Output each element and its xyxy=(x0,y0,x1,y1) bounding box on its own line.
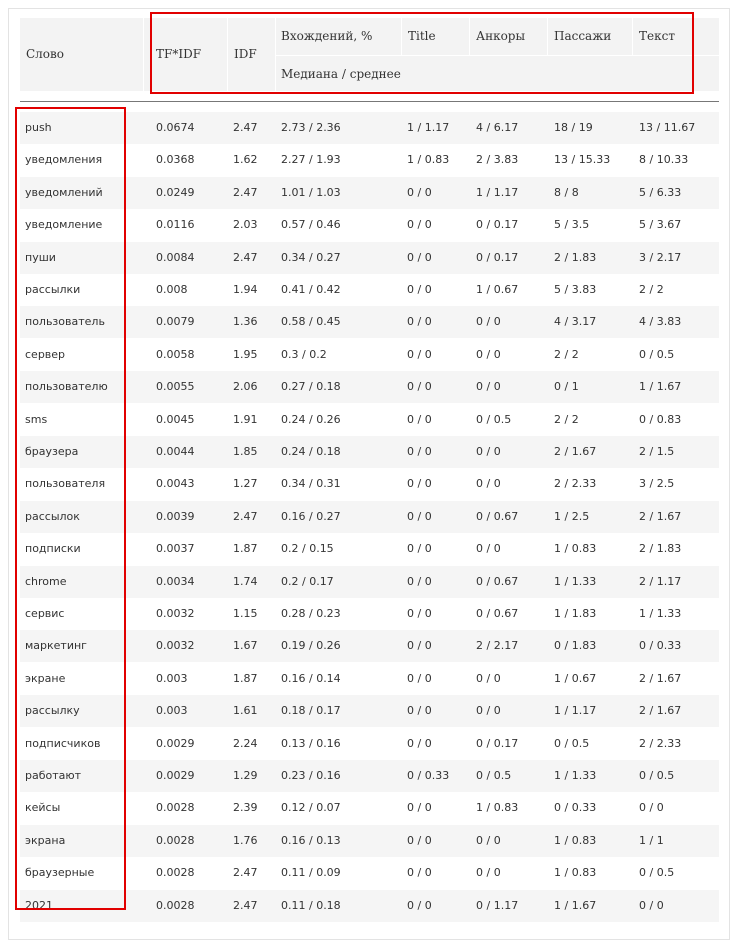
cell-passages: 13 / 15.33 xyxy=(554,153,611,167)
column-header-word[interactable] xyxy=(20,18,143,91)
cell-passages: 2 / 1.83 xyxy=(554,250,597,264)
cell-word: экрана xyxy=(25,833,66,847)
cell-anchors: 0 / 0 xyxy=(476,445,501,458)
cell-anchors: 4 / 6.17 xyxy=(476,121,519,134)
cell-tfidf: 0.0044 xyxy=(156,445,195,458)
cell-text: 2 / 1.67 xyxy=(639,509,682,523)
cell-word: рассылку xyxy=(25,704,80,718)
cell-tfidf: 0.0034 xyxy=(156,574,195,588)
cell-tfidf: 0.0039 xyxy=(156,509,195,523)
cell-passages: 1 / 1.33 xyxy=(554,574,597,588)
cell-word: push xyxy=(25,121,52,134)
cell-title: 0 / 0 xyxy=(407,704,432,718)
cell-tfidf: 0.0043 xyxy=(156,477,195,491)
cell-anchors: 0 / 0 xyxy=(476,380,501,394)
column-header-idf-label: IDF xyxy=(234,47,257,61)
cell-idf: 1.76 xyxy=(233,833,258,847)
cell-title: 0 / 0 xyxy=(407,250,432,264)
cell-anchors: 1 / 1.17 xyxy=(476,185,519,199)
cell-anchors: 0 / 0.67 xyxy=(476,607,519,620)
cell-title: 0 / 0 xyxy=(407,218,432,232)
cell-passages: 2 / 1.67 xyxy=(554,445,597,458)
cell-idf: 2.47 xyxy=(233,121,258,134)
cell-tfidf: 0.003 xyxy=(156,671,188,685)
cell-anchors: 0 / 0 xyxy=(476,477,501,491)
cell-idf: 2.24 xyxy=(233,736,258,750)
cell-tfidf: 0.0028 xyxy=(156,898,195,912)
cell-text: 3 / 2.17 xyxy=(639,250,682,264)
cell-word: пользователя xyxy=(25,477,106,491)
cell-text: 1 / 1.67 xyxy=(639,380,682,394)
cell-idf: 1.87 xyxy=(233,671,258,685)
cell-occurrences: 2.27 / 1.93 xyxy=(281,153,341,167)
cell-word: sms xyxy=(25,412,48,426)
cell-text: 5 / 6.33 xyxy=(639,185,682,199)
cell-anchors: 1 / 0.67 xyxy=(476,283,519,296)
cell-occurrences: 0.23 / 0.16 xyxy=(281,769,341,782)
cell-text: 1 / 1.33 xyxy=(639,607,682,620)
cell-title: 0 / 0 xyxy=(407,574,432,588)
cell-tfidf: 0.0079 xyxy=(156,315,195,329)
cell-idf: 1.15 xyxy=(233,607,258,620)
cell-word: браузера xyxy=(25,445,79,458)
cell-occurrences: 0.34 / 0.27 xyxy=(281,250,341,264)
cell-anchors: 2 / 3.83 xyxy=(476,153,519,167)
cell-text: 0 / 0.83 xyxy=(639,412,682,426)
cell-word: кейсы xyxy=(25,801,61,815)
cell-word: рассылки xyxy=(25,283,81,296)
cell-idf: 2.47 xyxy=(233,898,258,912)
cell-occurrences: 0.24 / 0.18 xyxy=(281,445,341,458)
column-header-occurrences-label: Вхождений, % xyxy=(281,29,373,43)
cell-title: 0 / 0 xyxy=(407,380,432,394)
cell-title: 0 / 0 xyxy=(407,315,432,329)
cell-word: сервис xyxy=(25,607,65,620)
cell-text: 2 / 1.67 xyxy=(639,704,682,718)
cell-text: 2 / 1.67 xyxy=(639,671,682,685)
cell-text: 0 / 0.33 xyxy=(639,639,682,653)
cell-anchors: 0 / 0.17 xyxy=(476,250,519,264)
cell-passages: 1 / 0.83 xyxy=(554,542,597,556)
cell-anchors: 0 / 0 xyxy=(476,315,501,329)
column-header-text-label: Текст xyxy=(639,29,675,43)
cell-passages: 5 / 3.83 xyxy=(554,283,597,296)
cell-anchors: 0 / 1.17 xyxy=(476,898,519,912)
cell-anchors: 1 / 0.83 xyxy=(476,801,519,815)
cell-anchors: 0 / 0 xyxy=(476,866,501,880)
word-column-highlight-box xyxy=(15,107,126,910)
cell-idf: 1.87 xyxy=(233,542,258,556)
cell-occurrences: 0.58 / 0.45 xyxy=(281,315,341,329)
cell-title: 0 / 0 xyxy=(407,412,432,426)
column-header-title-label: Title xyxy=(408,29,436,43)
cell-occurrences: 0.41 / 0.42 xyxy=(281,283,341,296)
cell-passages: 2 / 2.33 xyxy=(554,477,597,491)
cell-tfidf: 0.0028 xyxy=(156,833,195,847)
cell-word: работают xyxy=(25,769,82,782)
cell-occurrences: 0.28 / 0.23 xyxy=(281,607,341,620)
cell-occurrences: 0.19 / 0.26 xyxy=(281,639,341,653)
cell-word: уведомление xyxy=(25,218,103,232)
cell-word: маркетинг xyxy=(25,639,87,653)
cell-passages: 1 / 0.83 xyxy=(554,866,597,880)
cell-idf: 1.94 xyxy=(233,283,258,296)
cell-anchors: 0 / 0.17 xyxy=(476,218,519,232)
cell-text: 3 / 2.5 xyxy=(639,477,675,491)
column-header-anchors-label: Анкоры xyxy=(476,29,526,43)
cell-passages: 1 / 1.83 xyxy=(554,607,597,620)
cell-title: 0 / 0 xyxy=(407,347,432,361)
cell-anchors: 0 / 0.17 xyxy=(476,736,519,750)
cell-tfidf: 0.0037 xyxy=(156,542,195,556)
column-header-passages-label: Пассажи xyxy=(554,29,612,43)
cell-idf: 2.47 xyxy=(233,185,258,199)
cell-title: 0 / 0 xyxy=(407,283,432,296)
cell-idf: 1.27 xyxy=(233,477,258,491)
cell-word: браузерные xyxy=(25,866,95,880)
cell-text: 2 / 2.33 xyxy=(639,736,682,750)
cell-idf: 1.61 xyxy=(233,704,258,718)
cell-idf: 1.67 xyxy=(233,639,258,653)
cell-idf: 2.47 xyxy=(233,866,258,880)
cell-tfidf: 0.0028 xyxy=(156,801,195,815)
cell-text: 4 / 3.83 xyxy=(639,315,682,329)
cell-title: 1 / 0.83 xyxy=(407,153,450,167)
cell-passages: 1 / 0.83 xyxy=(554,833,597,847)
cell-text: 2 / 1.5 xyxy=(639,445,675,458)
cell-title: 0 / 0 xyxy=(407,509,432,523)
cell-title: 0 / 0 xyxy=(407,671,432,685)
cell-word: рассылок xyxy=(25,509,80,523)
cell-title: 0 / 0 xyxy=(407,866,432,880)
cell-tfidf: 0.0249 xyxy=(156,185,195,199)
cell-text: 13 / 11.67 xyxy=(639,121,696,134)
cell-occurrences: 0.13 / 0.16 xyxy=(281,736,341,750)
cell-text: 8 / 10.33 xyxy=(639,153,689,167)
cell-passages: 2 / 2 xyxy=(554,412,579,426)
cell-title: 0 / 0 xyxy=(407,736,432,750)
cell-occurrences: 0.16 / 0.14 xyxy=(281,671,341,685)
cell-title: 0 / 0 xyxy=(407,542,432,556)
cell-passages: 2 / 2 xyxy=(554,347,579,361)
cell-word: уведомления xyxy=(25,153,103,167)
cell-title: 0 / 0.33 xyxy=(407,769,450,782)
cell-idf: 1.29 xyxy=(233,769,258,782)
median-mean-label: Медиана / среднее xyxy=(281,67,401,81)
cell-tfidf: 0.0028 xyxy=(156,866,195,880)
cell-passages: 1 / 0.67 xyxy=(554,671,597,685)
cell-word: пуши xyxy=(25,250,56,264)
cell-passages: 1 / 1.33 xyxy=(554,769,597,782)
column-header-tfidf-label: TF*IDF xyxy=(156,47,202,61)
cell-word: подписки xyxy=(25,542,81,556)
cell-anchors: 0 / 0 xyxy=(476,542,501,556)
cell-title: 0 / 0 xyxy=(407,639,432,653)
cell-tfidf: 0.003 xyxy=(156,704,188,718)
cell-text: 0 / 0.5 xyxy=(639,866,675,880)
cell-word: подписчиков xyxy=(25,736,101,750)
cell-occurrences: 0.2 / 0.15 xyxy=(281,542,334,556)
cell-anchors: 0 / 0 xyxy=(476,671,501,685)
cell-passages: 1 / 1.17 xyxy=(554,704,597,718)
cell-tfidf: 0.0116 xyxy=(156,218,195,232)
cell-word: экране xyxy=(25,671,66,685)
cell-tfidf: 0.0084 xyxy=(156,250,195,264)
cell-idf: 2.47 xyxy=(233,509,258,523)
cell-idf: 2.47 xyxy=(233,250,258,264)
cell-passages: 8 / 8 xyxy=(554,185,579,199)
cell-anchors: 0 / 0.67 xyxy=(476,574,519,588)
cell-passages: 0 / 1.83 xyxy=(554,639,597,653)
cell-tfidf: 0.0368 xyxy=(156,153,195,167)
cell-word: пользователю xyxy=(25,380,108,394)
cell-occurrences: 0.57 / 0.46 xyxy=(281,218,341,232)
cell-text: 0 / 0.5 xyxy=(639,769,675,782)
cell-idf: 1.95 xyxy=(233,347,258,361)
cell-passages: 0 / 0.5 xyxy=(554,736,590,750)
cell-passages: 1 / 2.5 xyxy=(554,509,590,523)
cell-word: сервер xyxy=(25,347,66,361)
cell-idf: 1.74 xyxy=(233,574,258,588)
cell-word: уведомлений xyxy=(25,185,103,199)
cell-occurrences: 0.34 / 0.31 xyxy=(281,477,341,491)
cell-tfidf: 0.0055 xyxy=(156,380,195,394)
cell-anchors: 0 / 0.5 xyxy=(476,769,512,782)
column-header-word-label: Слово xyxy=(26,47,65,61)
cell-anchors: 0 / 0.67 xyxy=(476,509,519,523)
cell-idf: 1.36 xyxy=(233,315,258,329)
cell-occurrences: 0.16 / 0.13 xyxy=(281,833,341,847)
cell-text: 5 / 3.67 xyxy=(639,218,682,232)
cell-tfidf: 0.0674 xyxy=(156,121,195,134)
cell-idf: 2.39 xyxy=(233,801,258,815)
cell-title: 0 / 0 xyxy=(407,898,432,912)
cell-tfidf: 0.0029 xyxy=(156,736,195,750)
cell-tfidf: 0.0045 xyxy=(156,412,195,426)
cell-tfidf: 0.008 xyxy=(156,283,188,296)
cell-passages: 0 / 0.33 xyxy=(554,801,597,815)
cell-word: 2021 xyxy=(25,898,53,912)
cell-word: chrome xyxy=(25,574,67,588)
cell-occurrences: 0.16 / 0.27 xyxy=(281,509,341,523)
cell-title: 0 / 0 xyxy=(407,801,432,815)
cell-anchors: 0 / 0 xyxy=(476,347,501,361)
cell-occurrences: 1.01 / 1.03 xyxy=(281,185,341,199)
cell-anchors: 2 / 2.17 xyxy=(476,639,519,653)
cell-text: 2 / 2 xyxy=(639,283,664,296)
cell-tfidf: 0.0029 xyxy=(156,769,195,782)
cell-idf: 2.06 xyxy=(233,380,258,394)
cell-occurrences: 0.3 / 0.2 xyxy=(281,347,327,361)
cell-passages: 5 / 3.5 xyxy=(554,218,590,232)
cell-passages: 18 / 19 xyxy=(554,121,593,134)
cell-title: 0 / 0 xyxy=(407,607,432,620)
cell-tfidf: 0.0058 xyxy=(156,347,195,361)
cell-tfidf: 0.0032 xyxy=(156,639,195,653)
cell-anchors: 0 / 0.5 xyxy=(476,412,512,426)
cell-idf: 1.91 xyxy=(233,412,258,426)
cell-title: 1 / 1.17 xyxy=(407,121,450,134)
cell-anchors: 0 / 0 xyxy=(476,833,501,847)
cell-idf: 1.85 xyxy=(233,445,258,458)
cell-title: 0 / 0 xyxy=(407,833,432,847)
cell-idf: 2.03 xyxy=(233,218,258,232)
cell-text: 1 / 1 xyxy=(639,833,664,847)
cell-title: 0 / 0 xyxy=(407,445,432,458)
header-divider xyxy=(20,101,719,102)
cell-passages: 0 / 1 xyxy=(554,380,579,394)
cell-passages: 1 / 1.67 xyxy=(554,898,597,912)
cell-idf: 1.62 xyxy=(233,153,258,167)
cell-title: 0 / 0 xyxy=(407,185,432,199)
cell-occurrences: 0.24 / 0.26 xyxy=(281,412,341,426)
cell-occurrences: 0.27 / 0.18 xyxy=(281,380,341,394)
cell-text: 0 / 0 xyxy=(639,801,664,815)
cell-occurrences: 0.18 / 0.17 xyxy=(281,704,341,718)
cell-tfidf: 0.0032 xyxy=(156,607,195,620)
cell-anchors: 0 / 0 xyxy=(476,704,501,718)
cell-title: 0 / 0 xyxy=(407,477,432,491)
cell-passages: 4 / 3.17 xyxy=(554,315,597,329)
cell-word: пользователь xyxy=(25,315,105,329)
cell-occurrences: 0.11 / 0.18 xyxy=(281,898,341,912)
cell-occurrences: 0.12 / 0.07 xyxy=(281,801,341,815)
cell-text: 2 / 1.17 xyxy=(639,574,682,588)
cell-text: 0 / 0.5 xyxy=(639,347,675,361)
cell-occurrences: 2.73 / 2.36 xyxy=(281,121,341,134)
cell-text: 0 / 0 xyxy=(639,898,664,912)
cell-occurrences: 0.11 / 0.09 xyxy=(281,866,341,880)
header-highlight-box xyxy=(150,12,694,94)
cell-occurrences: 0.2 / 0.17 xyxy=(281,574,334,588)
cell-text: 2 / 1.83 xyxy=(639,542,682,556)
